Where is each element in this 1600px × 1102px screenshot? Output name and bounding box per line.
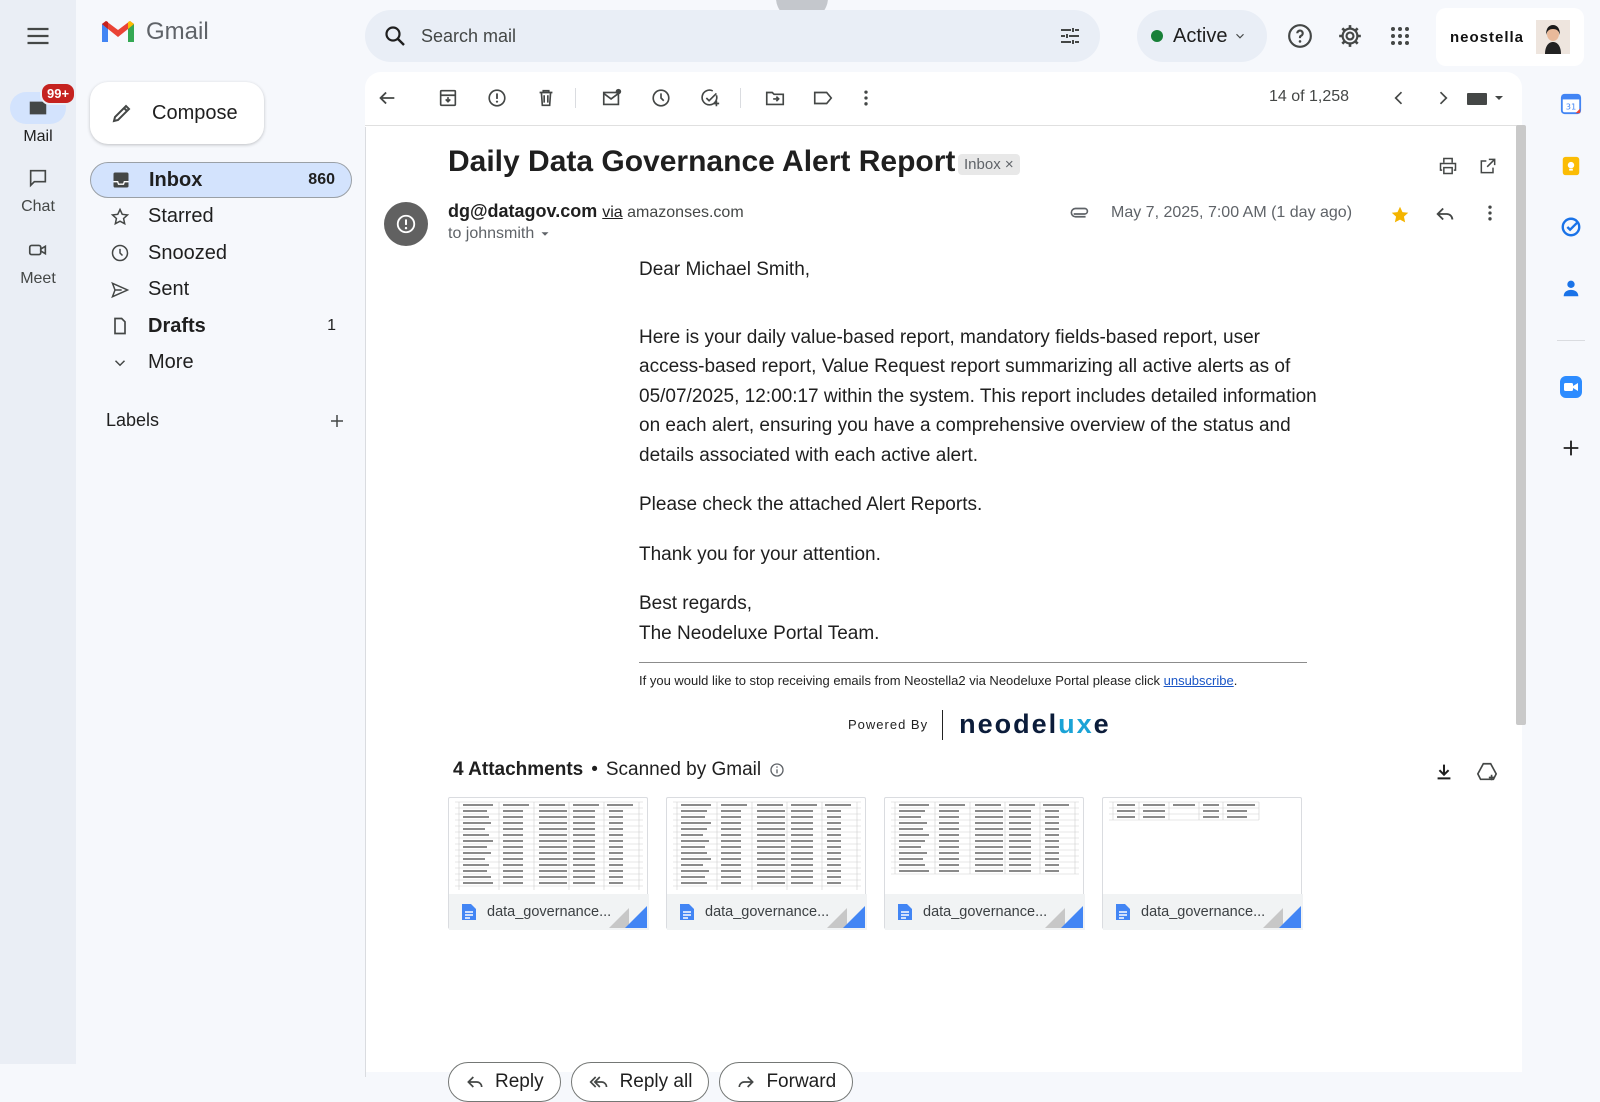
bullet: • (591, 759, 598, 780)
back-arrow-icon[interactable] (375, 86, 399, 110)
search-options-icon[interactable] (1058, 24, 1082, 48)
recipient-line[interactable] (448, 225, 552, 243)
signoff-team: The Neodeluxe Portal Team. (639, 622, 880, 644)
save-to-drive-icon[interactable] (1476, 761, 1498, 783)
attachment-filename: data_governance... (705, 904, 830, 920)
side-panel-divider (1557, 340, 1585, 341)
labels-title: Labels (106, 410, 160, 430)
sidebar-nav (90, 162, 352, 381)
attachments-list (448, 797, 1302, 929)
gmail-m-icon (100, 18, 136, 46)
add-addon-icon[interactable] (1559, 436, 1583, 460)
clock-icon (110, 243, 130, 263)
attachment-card[interactable] (884, 797, 1084, 929)
sender-line (448, 201, 744, 222)
settings-gear-icon[interactable] (1336, 22, 1364, 50)
compose-label: Compose (152, 101, 238, 124)
star-icon (110, 207, 130, 227)
sidebar-item-starred[interactable] (90, 199, 352, 235)
input-tools-keyboard-icon[interactable] (1461, 86, 1511, 110)
doc-type-corner (625, 906, 647, 928)
attachment-filename: data_governance... (487, 904, 612, 920)
keep-notes-icon[interactable] (1559, 154, 1583, 178)
rail-chat-label: Chat (21, 198, 55, 215)
gmail-logo[interactable] (100, 18, 209, 46)
inbox-label-chip[interactable] (958, 154, 1020, 175)
print-icon[interactable] (1438, 156, 1458, 176)
calendar-icon[interactable] (1559, 92, 1583, 116)
attachment-card[interactable] (448, 797, 648, 929)
gmail-logo-text: Gmail (146, 18, 209, 45)
video-icon (27, 239, 49, 261)
attachment-clip-icon (1070, 203, 1092, 225)
account-org-name: neostella (1450, 28, 1525, 46)
forward-arrow-icon (736, 1072, 756, 1092)
search-bar[interactable] (365, 10, 1100, 62)
powered-by (848, 709, 1111, 740)
sender-avatar (384, 202, 428, 246)
doc-type-corner (1061, 906, 1083, 928)
spreadsheet-thumbnail (449, 798, 649, 894)
unsubscribe-link[interactable]: unsubscribe (1163, 673, 1234, 688)
delete-icon[interactable] (534, 86, 558, 110)
pagination-count: 14 of 1,258 (1269, 88, 1350, 105)
newer-chevron-left-icon[interactable] (1387, 86, 1411, 110)
svg-text:31: 31 (1565, 101, 1577, 112)
reply-label: Reply (495, 1071, 544, 1092)
document-icon (897, 903, 913, 921)
chevron-down-icon (110, 353, 130, 373)
labels-header (106, 410, 346, 431)
rail-chat[interactable] (0, 162, 76, 216)
toolbar-divider (575, 88, 576, 108)
inbox-count: 860 (308, 171, 335, 188)
message-panel (365, 72, 1522, 1092)
sidebar-item-snoozed[interactable] (90, 235, 352, 271)
sidebar-item-label: Starred (148, 205, 214, 227)
email-signoff (639, 589, 1319, 648)
draft-icon (110, 316, 130, 336)
sidebar-item-sent[interactable] (90, 272, 352, 308)
sidebar-item-label: More (148, 351, 194, 373)
caret-down-icon[interactable] (538, 227, 552, 241)
powered-by-divider (942, 710, 943, 740)
search-icon[interactable] (383, 24, 407, 48)
spreadsheet-thumbnail (885, 798, 1085, 894)
email-body (639, 255, 1319, 668)
unread-badge: 99+ (40, 82, 76, 105)
spreadsheet-thumbnail (1103, 798, 1303, 894)
open-new-window-icon[interactable] (1478, 156, 1498, 176)
tasks-icon[interactable] (1559, 215, 1583, 239)
main-menu-icon[interactable] (24, 22, 52, 50)
sidebar-item-label: Snoozed (148, 241, 227, 264)
status-selector[interactable] (1137, 10, 1267, 62)
rail-mail[interactable] (0, 86, 76, 146)
sender-email[interactable]: dg@datagov.com (448, 201, 598, 221)
label-tag-icon[interactable] (811, 86, 835, 110)
email-date: May 7, 2025, 7:00 AM (1 day ago) (1111, 204, 1353, 221)
attachment-filename: data_governance... (1141, 904, 1266, 920)
move-to-folder-icon[interactable] (763, 86, 787, 110)
forward-label: Forward (766, 1071, 837, 1092)
report-spam-icon[interactable] (485, 86, 509, 110)
email-greeting: Dear Michael Smith, (639, 259, 811, 280)
document-icon (679, 903, 695, 921)
document-icon (461, 903, 477, 921)
add-label-icon[interactable] (328, 412, 346, 430)
email-subject: Daily Data Governance Alert Report (448, 145, 956, 178)
snooze-clock-icon[interactable] (649, 86, 673, 110)
reply-all-icon (588, 1072, 610, 1092)
reply-arrow-icon[interactable] (1434, 203, 1456, 225)
toolbar-divider (740, 88, 741, 108)
side-panel (1543, 0, 1600, 1064)
rail-meet[interactable] (0, 234, 76, 288)
email-paragraph: Please check the attached Alert Reports. (639, 494, 983, 515)
compose-button[interactable] (90, 82, 264, 144)
inbox-label-text: Inbox (964, 156, 1001, 173)
archive-icon[interactable] (436, 86, 460, 110)
reply-all-label: Reply all (619, 1071, 693, 1092)
via-link[interactable]: via (602, 204, 623, 221)
document-icon (1115, 903, 1131, 921)
forward-button[interactable] (719, 1062, 853, 1102)
help-icon[interactable] (1286, 22, 1314, 50)
message-toolbar (365, 72, 1522, 126)
attachments-header (453, 759, 785, 781)
warning-circle-icon (395, 213, 417, 235)
neodeluxe-logo: neodeluxe (959, 709, 1111, 739)
via-domain: amazonses.com (627, 204, 744, 221)
more-vert-icon[interactable] (854, 86, 878, 110)
status-label: Active (1173, 24, 1228, 47)
drafts-count: 1 (327, 317, 336, 334)
add-task-icon[interactable] (698, 86, 722, 110)
status-dot (1151, 30, 1163, 42)
apps-grid-icon[interactable] (1386, 22, 1414, 50)
left-rail (0, 0, 76, 1064)
zoom-video-icon[interactable] (1559, 375, 1583, 399)
info-icon[interactable] (769, 762, 785, 778)
email-paragraph: Here is your daily value-based report, mandatory fields-based report, user access-based report, Value Request report summarizing all active alerts as of 05/07/2025, 12:00:17 within the system. This report includes detailed information on each alert, ensuring you have a comprehensive overview of the status and details associated with each active alert. (639, 326, 1317, 466)
recipient-text: to johnsmith (448, 225, 535, 242)
sidebar-item-inbox[interactable] (90, 162, 352, 198)
chat-icon (27, 167, 49, 189)
download-all-icon[interactable] (1433, 761, 1455, 783)
mark-unread-icon[interactable] (600, 86, 624, 110)
spreadsheet-thumbnail (667, 798, 867, 894)
remove-label-icon[interactable]: × (1004, 156, 1014, 173)
inbox-icon (111, 170, 131, 190)
sidebar-item-more[interactable] (90, 345, 352, 381)
sidebar-item-label: Drafts (148, 314, 206, 337)
reply-actions (448, 1062, 853, 1102)
attachment-card[interactable] (1102, 797, 1302, 929)
reply-button[interactable] (448, 1062, 561, 1102)
powered-by-label: Powered By (848, 717, 929, 732)
doc-type-corner (1279, 906, 1301, 928)
message-view (365, 127, 1522, 1092)
rail-meet-label: Meet (20, 270, 56, 287)
rail-mail-label: Mail (23, 128, 53, 145)
reply-all-button[interactable] (571, 1062, 710, 1102)
contacts-icon[interactable] (1559, 276, 1583, 300)
sidebar-item-label: Sent (148, 278, 190, 300)
footer-divider (639, 662, 1307, 663)
attachments-count: 4 Attachments (453, 759, 584, 780)
attachment-filename: data_governance... (923, 904, 1048, 920)
attachment-card[interactable] (666, 797, 866, 929)
chevron-down-icon (1233, 29, 1247, 43)
unsubscribe-line: If you would like to stop receiving emails from Neostella2 via Neodeluxe Portal please click unsubscribe. (639, 673, 1238, 688)
sidebar-item-label: Inbox (149, 168, 203, 191)
older-chevron-right-icon[interactable] (1431, 86, 1455, 110)
star-icon[interactable] (1389, 204, 1411, 226)
doc-type-corner (843, 906, 865, 928)
more-vert-icon[interactable] (1480, 203, 1500, 223)
unsubscribe-text: If you would like to stop receiving emails from Neostella2 via Neodeluxe Portal please click (639, 673, 1160, 688)
search-input[interactable] (421, 26, 1058, 47)
scanned-label: Scanned by Gmail (605, 759, 762, 780)
signoff-line: Best regards, (639, 593, 752, 614)
email-paragraph: Thank you for your attention. (639, 543, 881, 565)
pencil-icon (110, 101, 134, 125)
sidebar-item-drafts[interactable] (90, 308, 352, 344)
send-icon (110, 280, 130, 300)
reply-arrow-icon (465, 1072, 485, 1092)
scrollbar-thumb[interactable] (1516, 125, 1526, 725)
